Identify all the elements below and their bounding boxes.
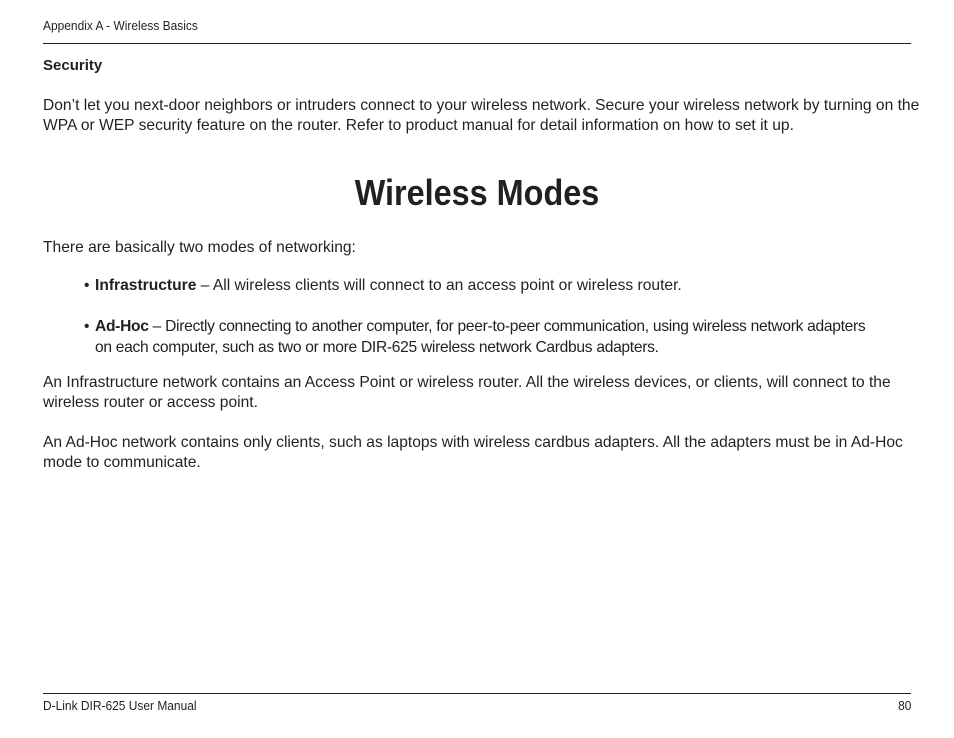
header-rule xyxy=(43,43,911,44)
footer-rule xyxy=(43,693,911,694)
modes-intro: There are basically two modes of networking: xyxy=(43,239,356,256)
running-head: Appendix A - Wireless Basics xyxy=(43,18,198,33)
bullet-text: – Directly connecting to another computer, for peer-to-peer communication, using wireless network adapters on each computer, such as two or more DIR-625 wireless network Cardbus adapters. xyxy=(95,318,866,356)
bullet-term: Infrastructure xyxy=(95,277,197,294)
security-heading: Security xyxy=(43,57,103,74)
bullet-ad-hoc xyxy=(84,316,884,358)
security-paragraph: Don’t let you next-door neighbors or intruders connect to your wireless network. Secure your wireless network by turning on the WPA or WEP security feature on the router. Refer to product manual for detail information on how to set it up. xyxy=(43,97,920,134)
ad-hoc-paragraph: An Ad-Hoc network contains only clients, such as laptops with wireless cardbus adapters. All the adapters must be in Ad-Hoc mode to communicate. xyxy=(43,434,903,471)
bullet-infrastructure xyxy=(84,275,884,296)
page-number: 80 xyxy=(897,698,911,713)
infrastructure-paragraph: An Infrastructure network contains an Access Point or wireless router. All the wireless devices, or clients, will connect to the wireless router or access point. xyxy=(43,374,891,411)
manual-name: D-Link DIR-625 User Manual xyxy=(43,698,197,713)
page-title: Wireless Modes xyxy=(354,172,600,213)
bullet-marker: • xyxy=(84,277,90,294)
bullet-term: Ad-Hoc xyxy=(95,318,149,335)
bullet-text: – All wireless clients will connect to an access point or wireless router. xyxy=(196,277,682,294)
bullet-marker: • xyxy=(84,318,90,335)
